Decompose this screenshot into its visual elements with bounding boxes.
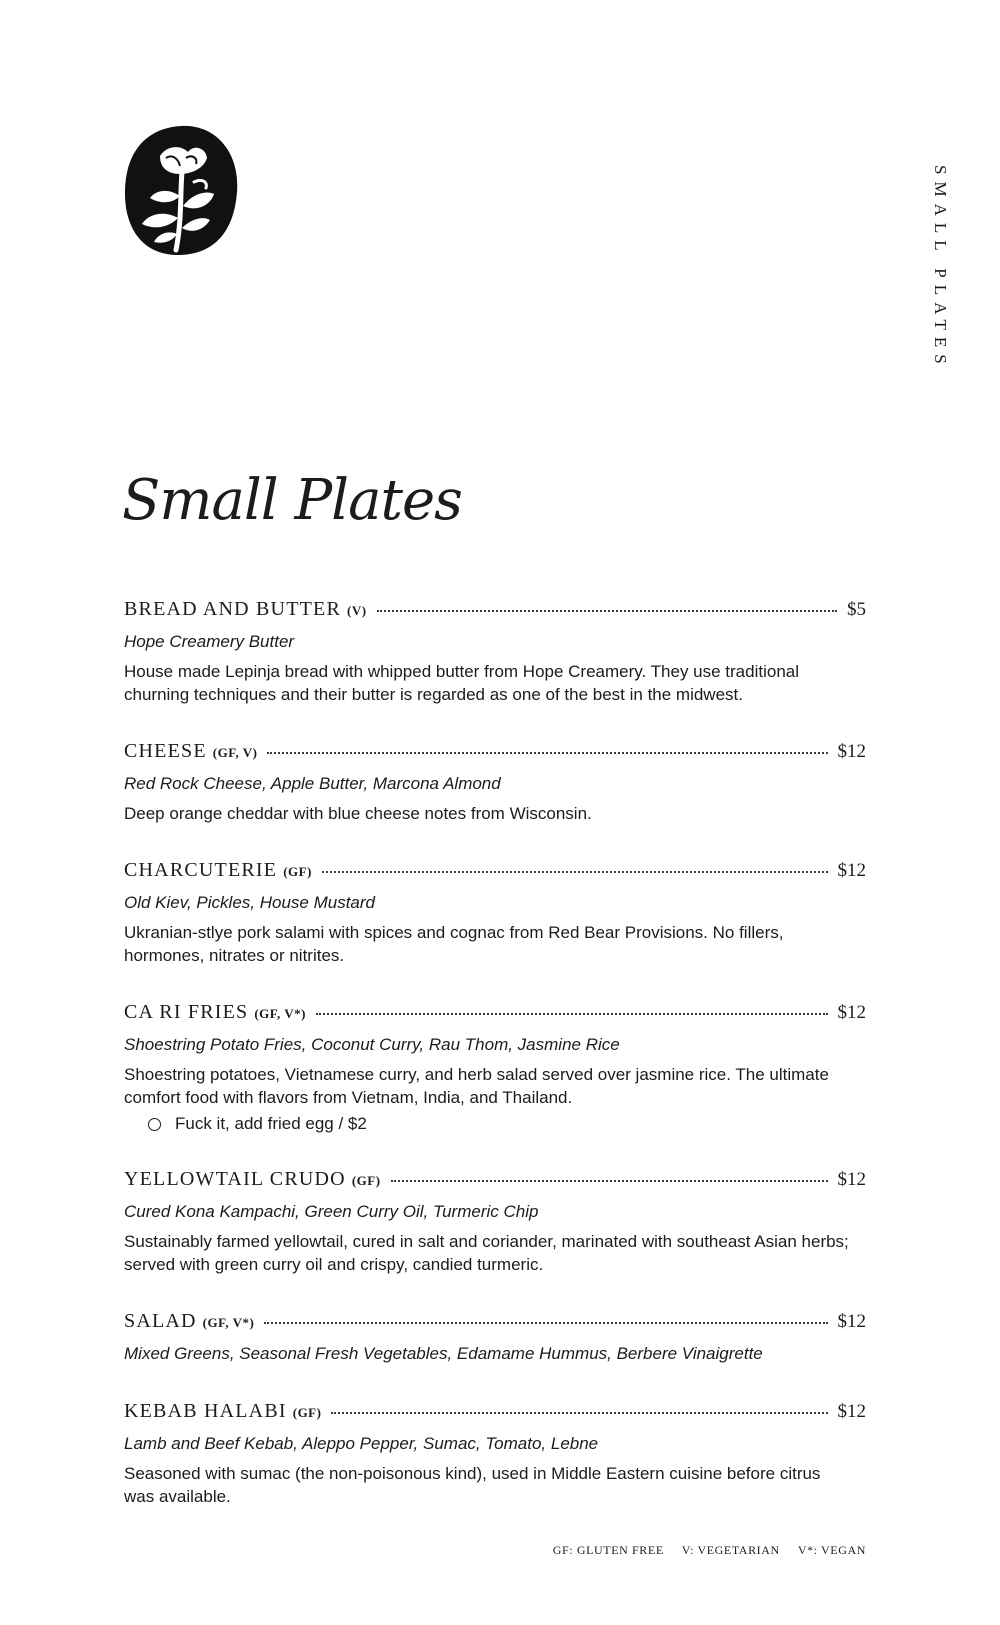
menu-item	[124, 1310, 866, 1366]
menu-item-name: CA RI FRIES	[124, 1001, 249, 1023]
dietary-legend	[553, 1543, 866, 1558]
menu-item-description: Seasoned with sumac (the non-poisonous kind), used in Middle Eastern cuisine before citrus was available.	[124, 1464, 821, 1506]
menu-item-subtitle: Lamb and Beef Kebab, Aleppo Pepper, Sumac, Tomato, Lebne	[124, 1434, 599, 1453]
legend-vegetarian: V: VEGETARIAN	[681, 1543, 780, 1557]
dotted-leader	[331, 1412, 827, 1414]
menu-item-price: $5	[847, 599, 866, 620]
legend-vegan: V*: VEGAN	[797, 1543, 866, 1557]
radio-circle-icon[interactable]	[148, 1118, 161, 1131]
dotted-leader	[377, 610, 837, 612]
menu-item-header	[124, 859, 866, 889]
add-on-label: Fuck it, add fried egg / $2	[175, 1114, 367, 1133]
menu-item-description: Sustainably farmed yellowtail, cured in salt and coriander, marinated with southeast Asian herbs; served with green curry oil and crispy, candied turmeric.	[124, 1232, 849, 1274]
side-section-label: SMALL PLATES	[931, 165, 950, 371]
menu-item	[124, 1400, 866, 1508]
menu-item-subtitle: Mixed Greens, Seasonal Fresh Vegetables, Edamame Hummus, Berbere Vinaigrette	[124, 1344, 763, 1363]
menu-item-header	[124, 1168, 866, 1198]
menu-list	[124, 598, 866, 1542]
add-on-option[interactable]	[148, 1114, 866, 1134]
menu-item-name: KEBAB HALABI	[124, 1400, 287, 1422]
dotted-leader	[316, 1013, 827, 1015]
dotted-leader	[391, 1180, 828, 1182]
menu-item-tags: (GF, V)	[212, 745, 258, 760]
menu-item	[124, 1168, 866, 1276]
menu-item-header	[124, 1001, 866, 1031]
menu-item-subtitle: Old Kiev, Pickles, House Mustard	[124, 893, 375, 912]
menu-item-name: CHARCUTERIE	[124, 859, 278, 881]
menu-item	[124, 740, 866, 825]
menu-item-price: $12	[837, 1169, 866, 1190]
menu-item-description: Deep orange cheddar with blue cheese notes from Wisconsin.	[124, 804, 592, 823]
menu-item-price: $12	[837, 1002, 866, 1023]
menu-item-name: CHEESE	[124, 740, 207, 762]
menu-item-tags: (GF)	[351, 1173, 381, 1188]
menu-item-tags: (GF, V*)	[254, 1006, 307, 1021]
menu-item-header	[124, 1400, 866, 1430]
menu-item-subtitle: Hope Creamery Butter	[124, 632, 295, 651]
menu-item-name: BREAD AND BUTTER	[124, 598, 341, 620]
page-title: Small Plates	[122, 468, 462, 533]
menu-item	[124, 859, 866, 967]
menu-item-header	[124, 740, 866, 770]
dotted-leader	[322, 871, 828, 873]
menu-item-price: $12	[837, 1401, 866, 1422]
flower-logo	[122, 124, 240, 256]
dotted-leader	[264, 1322, 827, 1324]
menu-item-header	[124, 598, 866, 628]
menu-item-description: Ukranian-stlye pork salami with spices and cognac from Red Bear Provisions. No fillers, hormones, nitrates or nitrites.	[124, 923, 784, 965]
menu-item-subtitle: Cured Kona Kampachi, Green Curry Oil, Turmeric Chip	[124, 1202, 539, 1221]
menu-item-tags: (GF)	[292, 1405, 322, 1420]
legend-gluten-free: GF: GLUTEN FREE	[552, 1543, 664, 1557]
menu-item-description: House made Lepinja bread with whipped butter from Hope Creamery. They use traditional churning techniques and their butter is regarded as one of the best in the midwest.	[124, 662, 800, 704]
menu-item-price: $12	[837, 860, 866, 881]
menu-item-price: $12	[837, 741, 866, 762]
menu-item-tags: (GF, V*)	[202, 1315, 255, 1330]
menu-item-price: $12	[837, 1311, 866, 1332]
menu-item-name: SALAD	[124, 1310, 197, 1332]
menu-item	[124, 1001, 866, 1134]
menu-item	[124, 598, 866, 706]
menu-item-description: Shoestring potatoes, Vietnamese curry, and herb salad served over jasmine rice. The ultimate comfort food with flavors from Vietnam, India, and Thailand.	[124, 1065, 829, 1107]
menu-item-tags: (GF)	[283, 864, 312, 879]
menu-item-subtitle: Red Rock Cheese, Apple Butter, Marcona Almond	[124, 774, 501, 793]
menu-item-name: YELLOWTAIL CRUDO	[124, 1168, 346, 1190]
menu-item-header	[124, 1310, 866, 1340]
dotted-leader	[267, 752, 827, 754]
menu-item-subtitle: Shoestring Potato Fries, Coconut Curry, Rau Thom, Jasmine Rice	[124, 1035, 620, 1054]
flower-logo-icon	[122, 124, 240, 256]
menu-item-tags: (V)	[346, 603, 367, 618]
